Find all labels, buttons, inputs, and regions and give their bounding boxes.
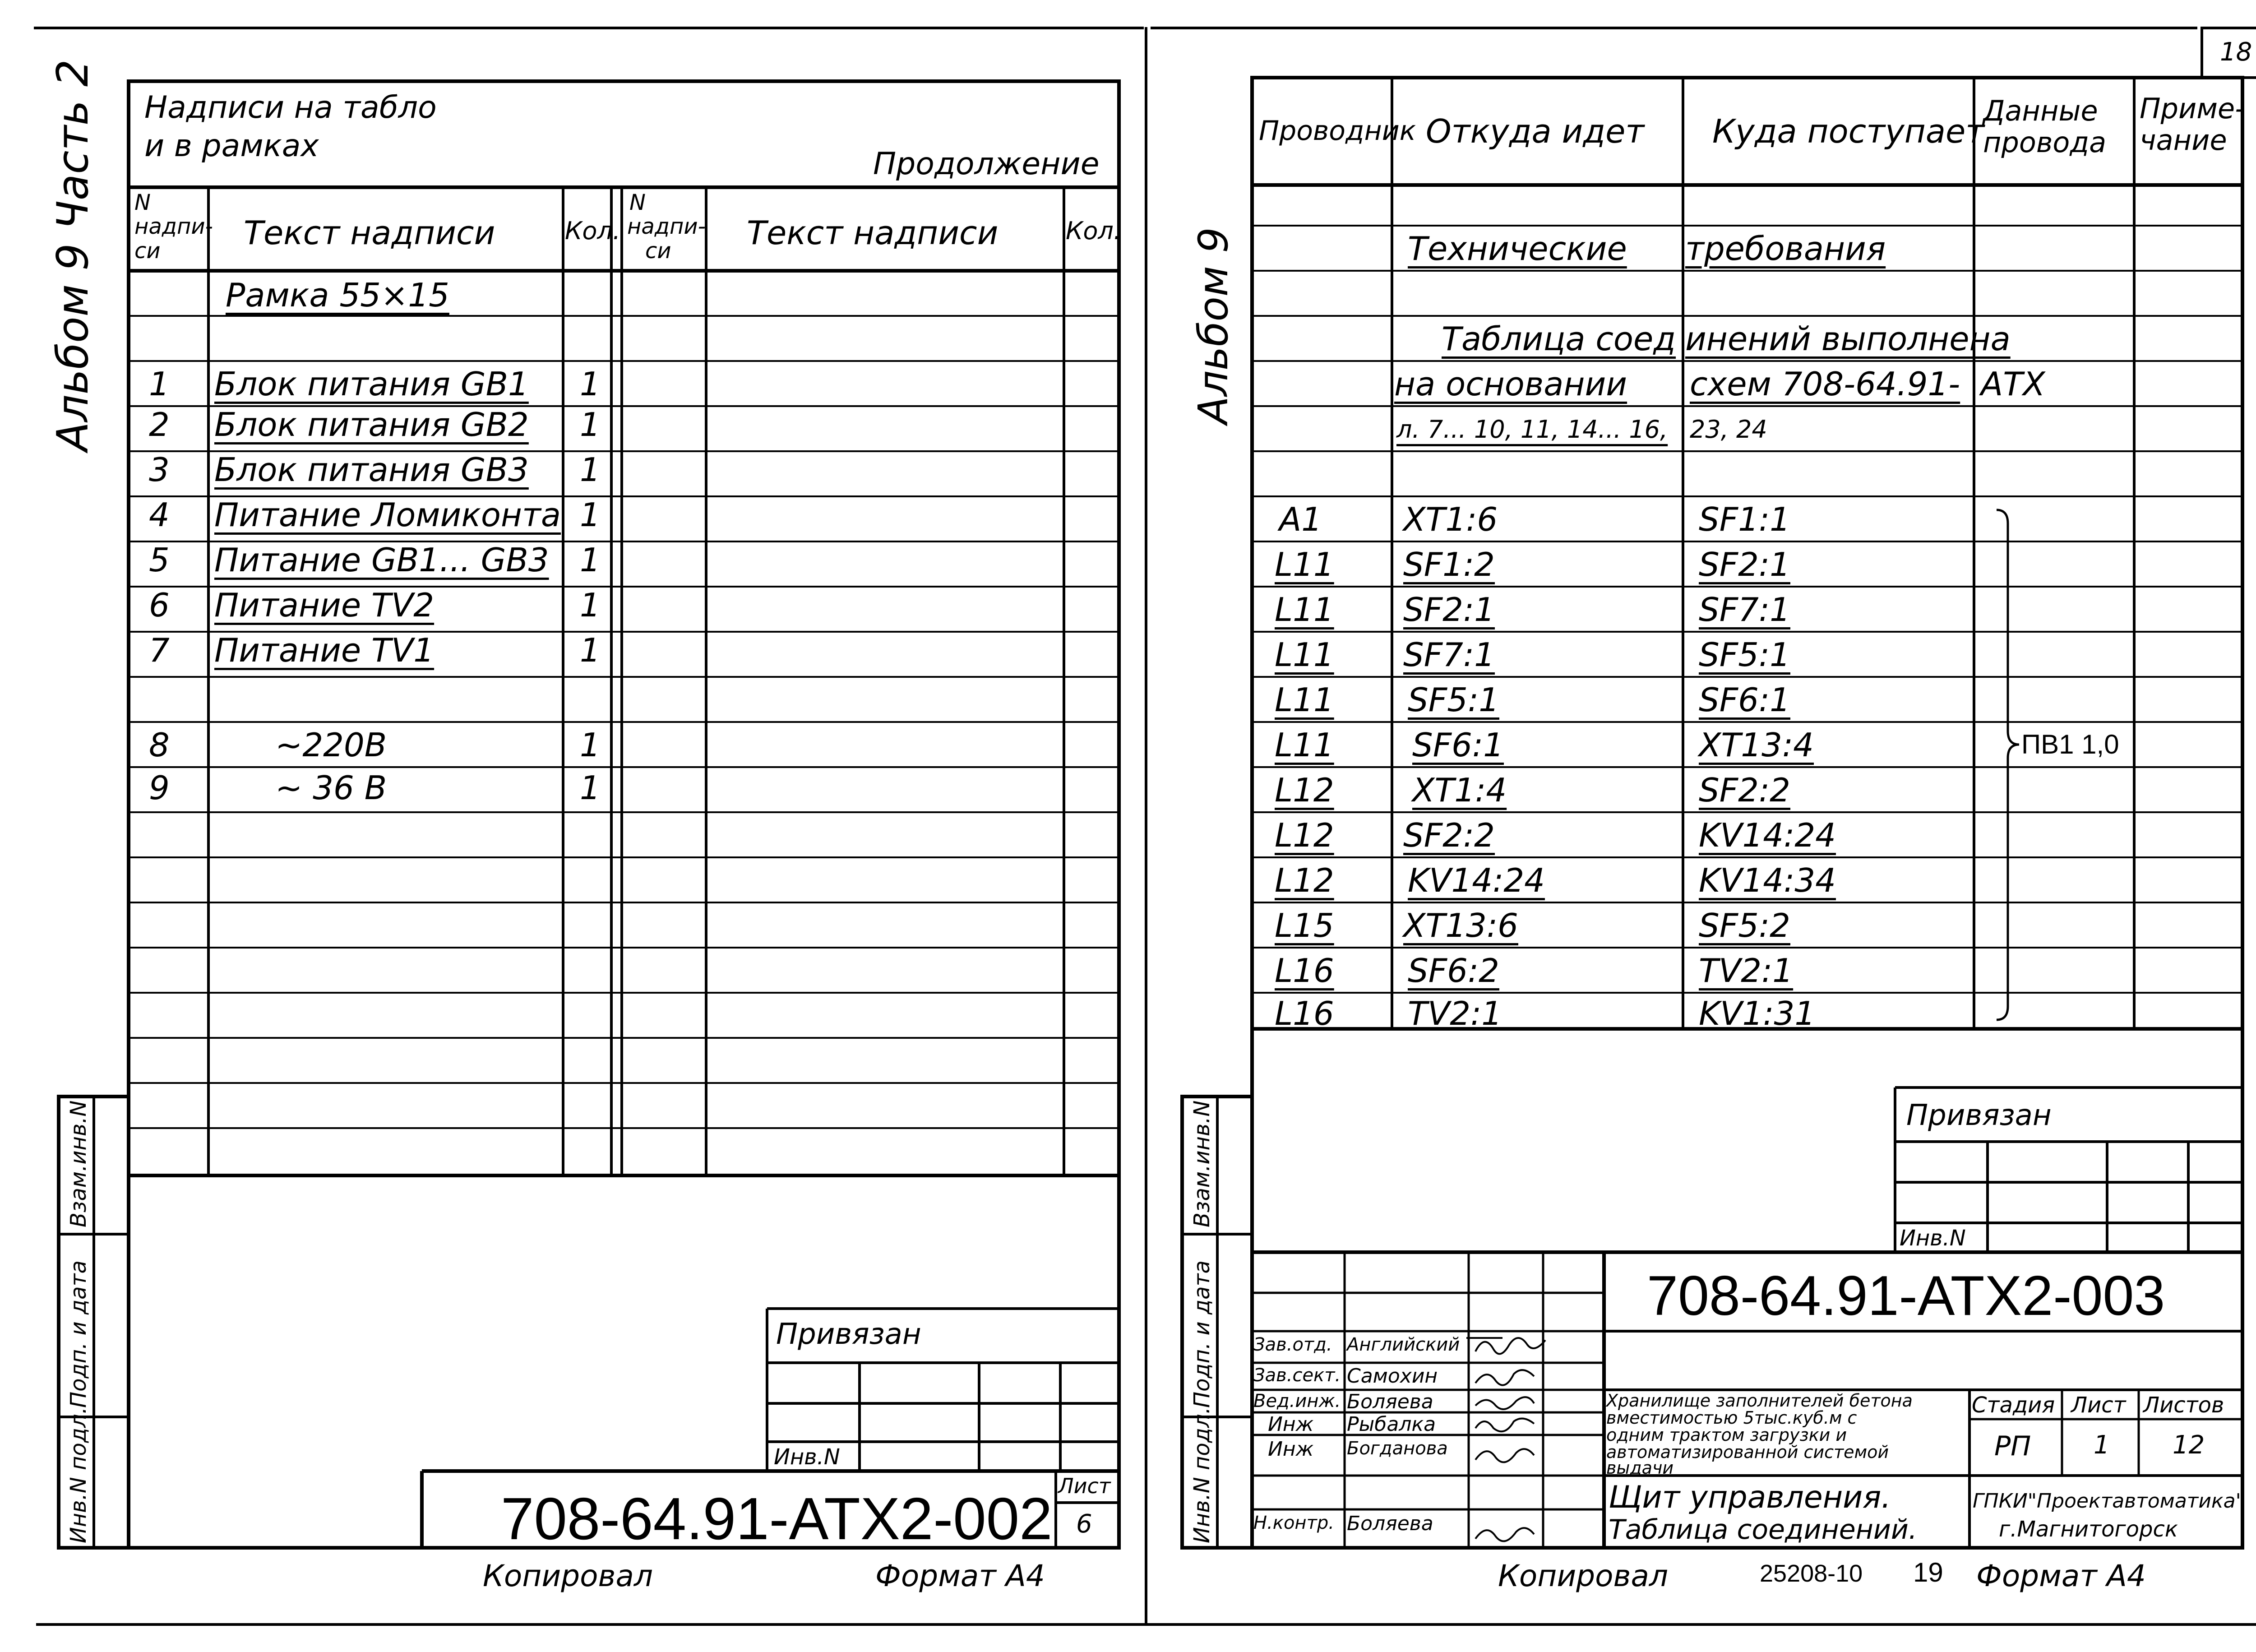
right-object-l2: вместимостью 5тыс.куб.м с	[1606, 1408, 1857, 1428]
left-row-num: 3	[149, 451, 170, 489]
right-note-l2c: АТХ	[1981, 365, 2045, 403]
right-tech-req-1: Технические	[1408, 230, 1627, 268]
left-col-num-l3: си	[134, 238, 161, 264]
left-row-text: Питание TV1	[214, 631, 435, 669]
left-row-num: 7	[149, 631, 170, 669]
right-col-note-l2: чание	[2140, 124, 2227, 157]
right-note-l2b: схем 708-64.91-	[1690, 365, 1960, 403]
left-list-label: Лист	[1058, 1474, 1111, 1498]
left-row-text: ~ 36 В	[275, 769, 387, 807]
left-col-text: Текст надписи	[244, 214, 495, 252]
left-row-qty: 1	[580, 365, 601, 403]
left-row-text: Питание Ломиконта	[214, 496, 561, 534]
right-privyazan: Привязан	[1906, 1099, 2052, 1132]
right-row-from: ХТ1:6	[1403, 500, 1498, 538]
left-row-text: Питание TV2	[214, 586, 435, 624]
right-row-to: KV14:24	[1699, 816, 1836, 854]
right-note-l1a: Таблица соед	[1442, 320, 1676, 358]
right-archive-page: 19	[1913, 1557, 1943, 1587]
left-privyazan: Привязан	[776, 1318, 921, 1351]
right-page-number: 18	[2220, 37, 2252, 67]
right-copied: Копировал	[1498, 1559, 1669, 1593]
right-col-data-l1: Данные	[1983, 94, 2098, 127]
right-object-l5: выдачи	[1606, 1458, 1674, 1478]
right-signer-role: Зав.отд.	[1253, 1334, 1332, 1355]
right-sheet-label: Лист	[2071, 1393, 2126, 1418]
right-stamp-vzam: Взам.инв.N	[1189, 1100, 1215, 1227]
right-col-note-l1: Приме-	[2140, 92, 2245, 125]
right-row-c: L11	[1275, 546, 1334, 583]
right-signer-role: Н.контр.	[1253, 1513, 1334, 1533]
right-row-c: L11	[1275, 636, 1334, 674]
right-row-to: SF5:1	[1699, 636, 1790, 674]
right-wire-data: ПВ1 1,0	[2021, 729, 2119, 759]
left-stamp-vzam: Взам.инв.N	[66, 1100, 91, 1227]
left-side-label: Альбом 9 Часть 2	[48, 59, 98, 451]
left-row-qty: 1	[580, 451, 601, 489]
right-col-conductor: Проводник	[1259, 115, 1416, 147]
right-signer-role: Инж	[1268, 1438, 1314, 1461]
left-continuation: Продолжение	[873, 146, 1100, 182]
left-row-num: 5	[149, 541, 170, 579]
right-format: Формат А4	[1976, 1559, 2146, 1593]
right-note-l2a: на основании	[1394, 365, 1627, 403]
right-row-c: L12	[1275, 771, 1334, 809]
left-header-line1: Надписи на табло	[144, 90, 437, 125]
left-col-qty2: Кол.	[1066, 217, 1122, 245]
right-object-l4: автоматизированной системой	[1606, 1442, 1889, 1462]
right-row-to: SF5:2	[1699, 907, 1790, 944]
right-signer-name: Самохин	[1347, 1365, 1438, 1388]
right-row-to: ХТ13:4	[1699, 726, 1814, 764]
left-col-text2: Текст надписи	[747, 214, 999, 252]
left-inv-n: Инв.N	[774, 1444, 840, 1470]
right-sheet-value: 1	[2094, 1430, 2110, 1460]
right-row-c: А1	[1279, 500, 1322, 538]
right-col-data-l2: провода	[1983, 126, 2107, 159]
left-row-num: 2	[149, 406, 170, 444]
right-inv-n: Инв.N	[1900, 1226, 1966, 1251]
right-tech-req-2: требования	[1685, 230, 1886, 268]
right-note-l3a: л. 7... 10, 11, 14... 16,	[1396, 415, 1668, 444]
right-side-label: Альбом 9	[1190, 227, 1237, 424]
left-row-text: Блок питания GB2	[214, 406, 529, 444]
right-row-to: SF7:1	[1699, 591, 1790, 629]
right-note-l1b: инений выполнена	[1685, 320, 2011, 358]
right-row-c: L16	[1275, 995, 1334, 1032]
right-row-to: SF6:1	[1699, 681, 1790, 719]
left-row-qty: 1	[580, 631, 601, 669]
right-row-c: L15	[1275, 907, 1334, 944]
right-signer-role: Инж	[1268, 1413, 1314, 1436]
right-stamp-inv: Инв.N подл.	[1189, 1407, 1215, 1543]
right-stage-value: РП	[1994, 1430, 2031, 1462]
right-row-to: KV14:34	[1699, 861, 1836, 899]
left-row-qty: 1	[580, 586, 601, 624]
right-row-c: L12	[1275, 861, 1334, 899]
right-signer-name: Рыбалка	[1347, 1413, 1436, 1436]
left-doc-code: 708-64.91-АТХ2-002	[501, 1485, 1053, 1552]
right-stamp-podp: Подп. и дата	[1189, 1260, 1215, 1408]
right-signer-name: Боляева	[1347, 1390, 1433, 1413]
right-col-from: Откуда идет	[1426, 112, 1645, 150]
right-object-l3: одним трактом загрузки и	[1606, 1425, 1847, 1445]
right-row-from: SF6:2	[1408, 952, 1499, 990]
left-col-num2-l1: N	[629, 190, 646, 215]
right-object-l1: Хранилище заполнителей бетона	[1606, 1391, 1913, 1411]
right-row-from: SF5:1	[1408, 681, 1499, 719]
left-row-qty: 1	[580, 406, 601, 444]
signature-scribbles	[1466, 1338, 1545, 1541]
right-signer-name: Боляева	[1347, 1512, 1433, 1535]
left-row-text: Блок питания GB1	[214, 365, 529, 403]
right-org-l2: г.Магнитогорск	[1999, 1517, 2178, 1542]
right-note-l3b: 23, 24	[1690, 415, 1767, 444]
left-row-num: 9	[149, 769, 170, 807]
left-stamp-inv: Инв.N подл.	[66, 1407, 91, 1543]
right-title-l1: Щит управления.	[1609, 1480, 1891, 1515]
right-row-from: SF6:1	[1412, 726, 1504, 764]
right-row-c: L11	[1275, 726, 1334, 764]
left-row-num: 4	[149, 496, 170, 534]
left-row-text: ~220В	[275, 726, 387, 764]
right-row-to: SF1:1	[1699, 500, 1790, 538]
right-row-c: L11	[1275, 681, 1334, 719]
left-row-qty: 1	[580, 726, 601, 764]
left-row-num: 1	[149, 365, 170, 403]
right-row-from: ХТ1:4	[1412, 771, 1507, 809]
left-col-num-l2: надпи-	[134, 214, 213, 239]
left-col-num2-l3: си	[645, 238, 671, 264]
right-col-to: Куда поступает	[1712, 112, 1985, 150]
right-sheets-label: Листов	[2143, 1393, 2224, 1418]
right-row-from: SF2:1	[1403, 591, 1495, 629]
left-row-qty: 1	[580, 541, 601, 579]
left-row-text: Питание GB1... GB3	[214, 541, 549, 579]
left-col-num2-l2: надпи-	[627, 214, 706, 239]
right-signer-role: Зав.сект.	[1253, 1365, 1341, 1386]
right-signer-role: Вед.инж.	[1253, 1391, 1341, 1411]
right-org-l1: ГПКИ"Проектавтоматика"	[1973, 1490, 2245, 1513]
left-col-qty: Кол.	[565, 217, 621, 245]
left-row-num: 6	[149, 586, 170, 624]
right-row-from: ХТ13:6	[1403, 907, 1518, 944]
right-doc-code: 708-64.91-АТХ2-003	[1647, 1265, 2165, 1327]
right-row-to: KV1:31	[1699, 995, 1816, 1032]
right-row-from: SF7:1	[1403, 636, 1495, 674]
right-title-l2: Таблица соединений.	[1609, 1514, 1917, 1546]
right-signer-name: Богданова	[1347, 1438, 1448, 1459]
right-row-c: L11	[1275, 591, 1334, 629]
left-row-num: 8	[149, 726, 170, 764]
left-frame-title: Рамка 55×15	[226, 276, 449, 314]
left-row-qty: 1	[580, 496, 601, 534]
right-signer-name: Английский	[1347, 1334, 1460, 1355]
left-row-qty: 1	[580, 769, 601, 807]
right-row-to: TV2:1	[1699, 952, 1794, 990]
left-col-num-l1: N	[134, 190, 151, 215]
left-header-line2: и в рамках	[144, 128, 319, 164]
right-row-from: SF1:2	[1403, 546, 1495, 583]
right-row-c: L16	[1275, 952, 1334, 990]
left-stamp-podp: Подп. и дата	[66, 1260, 91, 1408]
left-row-text: Блок питания GB3	[214, 451, 529, 489]
right-row-to: SF2:2	[1699, 771, 1790, 809]
right-row-from: SF2:2	[1403, 816, 1495, 854]
right-stage-label: Стадия	[1972, 1393, 2055, 1418]
right-row-c: L12	[1275, 816, 1334, 854]
left-format: Формат А4	[875, 1559, 1045, 1593]
right-row-from: KV14:24	[1408, 861, 1545, 899]
right-row-from: TV2:1	[1408, 995, 1502, 1032]
right-row-to: SF2:1	[1699, 546, 1790, 583]
left-list-value: 6	[1076, 1509, 1092, 1539]
right-archive-no: 25208-10	[1760, 1560, 1863, 1587]
right-sheets-value: 12	[2173, 1430, 2205, 1460]
left-copied: Копировал	[483, 1559, 653, 1593]
